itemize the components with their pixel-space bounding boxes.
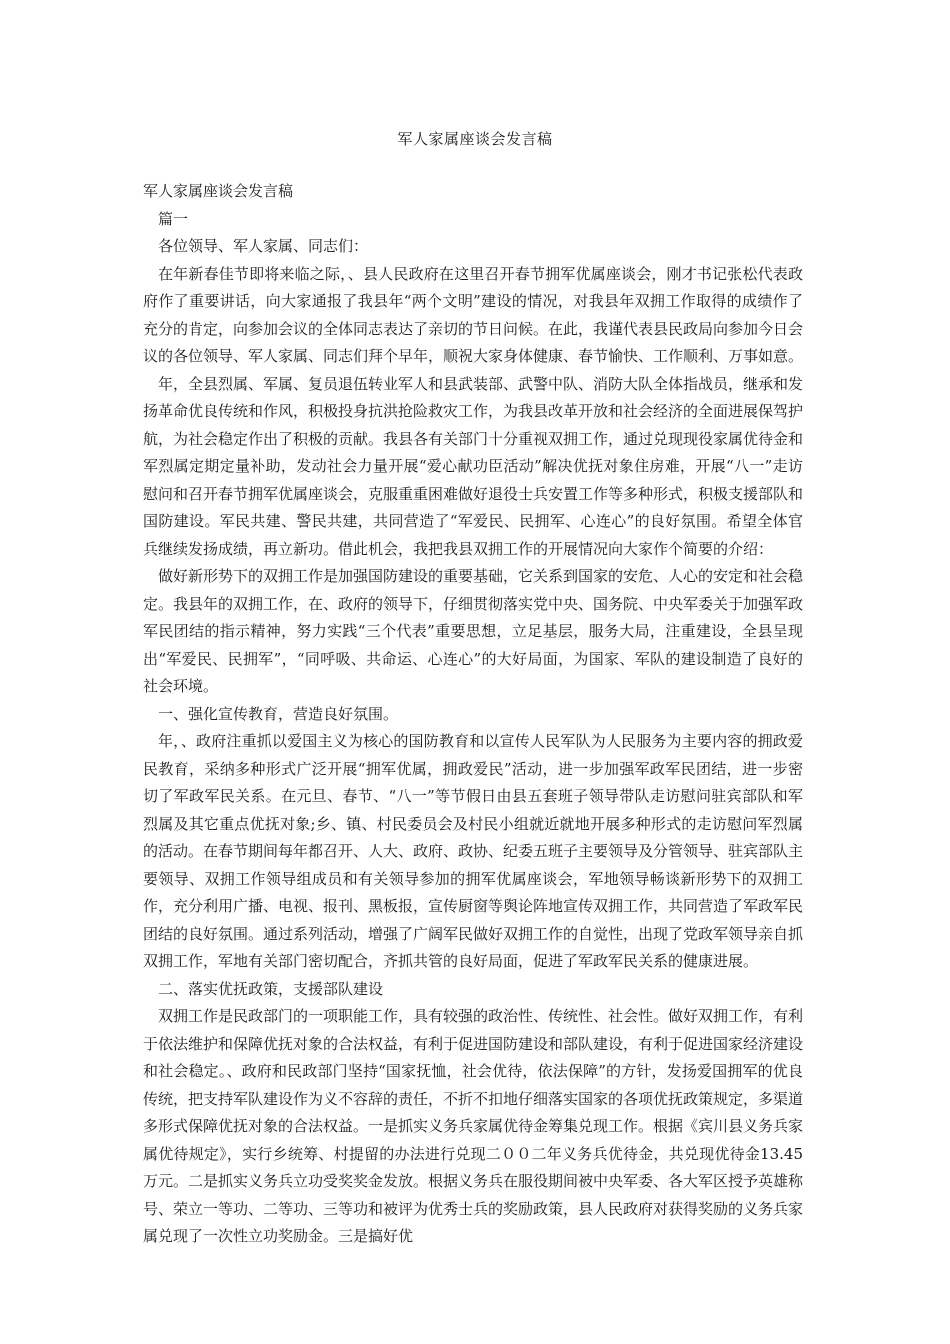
section-heading: 一、强化宣传教育，营造良好氛围。 bbox=[158, 704, 399, 723]
paragraph: 双拥工作是民政部门的一项职能工作，具有较强的政治性、传统性、社会性。做好双拥工作，有利于依法维护和保障优抚对象的合法权益，有利于促进国防建设和部队建设，有利于促进国家经济建设和社会稳定。、政府和民政部门坚持“国家抚恤，社会优待，依法保障”的方针，发扬爱国拥军的优良传统，把支持军队建设作为义不容辞的责任，不折不扣地仔细落实国家的各项优抚政策规定，多渠道多形式保障优抚对象的合法权益。一是抓实义务兵家属优待金筹集兑现工作。根据《宾川县义务兵家属优待规定》，实行乡统筹、村提留的办法进行兑现二００二年义务兵优待金，共兑现优待金13.45万元。二是抓实义务兵立功受奖奖金发放。根据义务兵在服役期间被中央军委、各大军区授予英雄称号、荣立一等功、二等功、三等功和被评为优秀士兵的奖励政策，县人民政府对获得奖励的义务兵家属兑现了一次性立功奖励金。三是搞好优 bbox=[143, 1007, 804, 1245]
paragraph: 做好新形势下的双拥工作是加强国防建设的重要基础，它关系到国家的安危、人心的安定和社会稳定。我县年的双拥工作，在、政府的领导下，仔细贯彻落实党中央、国务院、中央军委关于加强军政军民团结的指示精神，努力实践“三个代表”重要思想，立足基层，服务大局，注重建设，全县呈现出“军爱民、民拥军”，“同呼吸、共命运、心连心”的大好局面，为国家、军队的建设制造了良好的社会环境。 bbox=[143, 567, 804, 695]
section-heading: 二、落实优抚政策，支援部队建设 bbox=[158, 979, 384, 998]
paragraph: 年，、政府注重抓以爱国主义为核心的国防教育和以宣传人民军队为人民服务为主要内容的拥政爱民教育，采纳多种形式广泛开展“拥军优属，拥政爱民”活动，进一步加强军政军民团结，进一步密切了军政军民关系。在元旦、春节、“八一”等节假日由县五套班子领导带队走访慰问驻宾部队和军烈属及其它重点优抚对象;乡、镇、村民委员会及村民小组就近就地开展多种形式的走访慰问军烈属的活动。在春节期间每年都召开、人大、政府、政协、纪委五班子主要领导及分管领导、驻宾部队主要领导、双拥工作领导组成员和有关领导参加的拥军优属座谈会，军地领导畅谈新形势下的双拥工作，充分利用广播、电视、报刊、黑板报，宣传厨窗等舆论阵地宣传双拥工作，共同营造了军政军民团结的良好氛围。通过系列活动，增强了广阔军民做好双拥工作的自觉性，出现了党政军领导亲自抓双拥工作，军地有关部门密切配合，齐抓共管的良好局面，促进了军政军民关系的健康进展。 bbox=[143, 732, 804, 970]
document-body bbox=[143, 178, 803, 1251]
paragraph: 年，全县烈属、军属、复员退伍转业军人和县武装部、武警中队、消防大队全体指战员，继承和发扬革命优良传统和作风，积极投身抗洪抢险救灾工作，为我县改革开放和社会经济的全面进展保驾护航，为社会稳定作出了积极的贡献。我县各有关部门十分重视双拥工作，通过兑现现役家属优待金和军烈属定期定量补助，发动社会力量开展“爱心献功臣活动”解决优抚对象住房难，开展“八一”走访慰问和召开春节拥军优属座谈会，克服重重困难做好退役士兵安置工作等多种形式，积极支援部队和国防建设。军民共建、警民共建，共同营造了“军爱民、民拥军、心连心”的良好氛围。希望全体官兵继续发扬成绩，再立新功。借此机会，我把我县双拥工作的开展情况向大家作个简要的介绍： bbox=[143, 374, 804, 558]
paragraph: 在年新春佳节即将来临之际，、县人民政府在这里召开春节拥军优属座谈会，刚才书记张松代表政府作了重要讲话，向大家通报了我县年“两个文明”建设的情况，对我县年双拥工作取得的成绩作了充分的肯定，向参加会议的全体同志表达了亲切的节日问候。在此，我谨代表县民政局向参加今日会议的各位领导、军人家属、同志们拜个早年，顺祝大家身体健康、春节愉快、工作顺利、万事如意。 bbox=[143, 264, 804, 365]
body-heading: 军人家属座谈会发言稿 bbox=[143, 182, 294, 200]
section-label: 篇一 bbox=[158, 209, 189, 228]
salutation: 各位领导、军人家属、同志们： bbox=[158, 237, 369, 255]
document-title: 军人家属座谈会发言稿 bbox=[397, 130, 553, 148]
